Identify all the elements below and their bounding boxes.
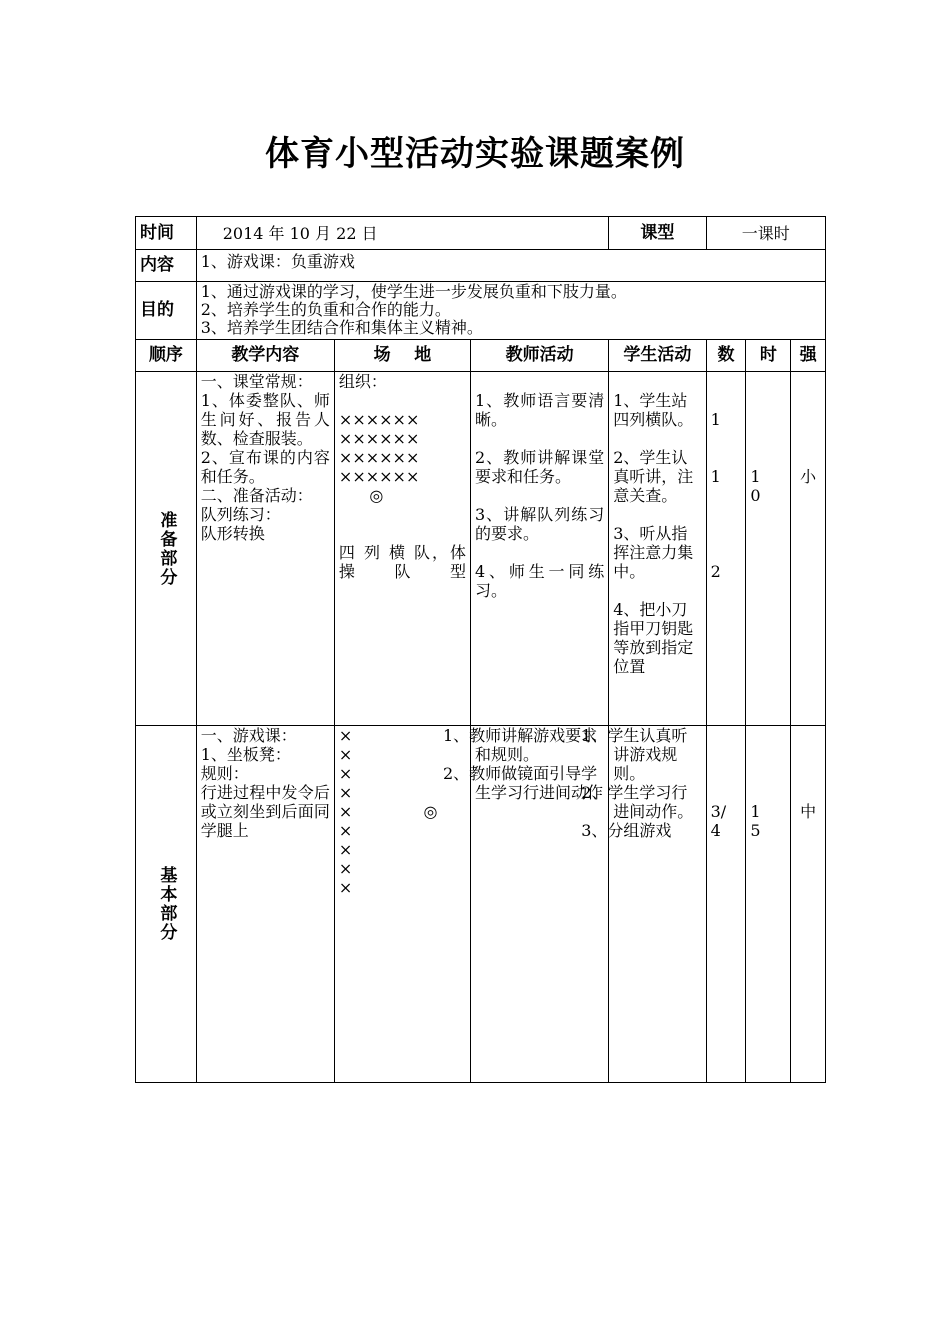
section-label-basic [136,726,197,1083]
row-goal [136,282,826,340]
prep-time: 1 0 [746,372,791,726]
prep-content: 一、课堂常规： 1、体委整队、师生问好、报告人数、检查服装。 2、宣布课的内容和任务。 二、准备活动： 队列练习： 队形转换 [196,372,334,726]
prep-intensity: 小 [791,372,826,726]
col-header-student: 学生活动 [609,340,706,372]
basic-student-item: 2、学生学习行进间动作。 [581,783,694,821]
basic-teacher-item: 1、教师讲解游戏要求和规则。 [443,726,598,764]
prep-label-text: 准备部分 [156,510,177,587]
row-time [136,217,826,250]
type-label: 课型 [609,217,706,250]
time-label: 时间 [136,217,197,250]
prep-field-org: 组织： [338,372,387,391]
prep-field-formation: ×××××× ×××××× ×××××× ×××××× ◎ [338,410,420,505]
basic-student [581,726,706,1083]
basic-intensity: 中 [791,726,826,1083]
basic-teacher-item: 2、教师做镜面引导学生学习行进间动作 [443,764,604,802]
basic-student-item: 3、分组游戏 [581,821,672,840]
goal-item: 2、培养学生的负重和合作的能力。 [200,300,451,319]
basic-teacher [443,726,609,1083]
basic-time: 1 5 [746,726,791,1083]
basic-count: 3/ 4 [706,726,746,1083]
row-basic [136,726,826,1083]
prep-teacher: 1、教师语言要清晰。 2、教师讲解课堂要求和任务。 3、讲解队列练习的要求。 4、师生一同练习。 [471,372,609,726]
col-header-content: 教学内容 [196,340,334,372]
type-value: 一课时 [706,217,825,250]
time-value: 2014 年 10 月 22 日 [196,217,609,250]
col-header-intensity: 强 [791,340,826,372]
prep-count: 1 1 2 [706,372,746,726]
goal-list [196,282,825,340]
goal-item: 1、通过游戏课的学习，使学生进一步发展负重和下肢力量。 [200,282,627,301]
col-header-order: 顺序 [136,340,197,372]
content-value: 1、游戏课：负重游戏 [196,250,825,282]
basic-content: 一、游戏课： 1、坐板凳： 规则： 行进过程中发令后或立刻坐到后面同学腿上 [196,726,334,1083]
basic-field-formation: × × × × × ◎ × × × × [334,726,470,1083]
col-header-count: 数 [706,340,746,372]
goal-item: 3、培养学生团结合作和集体主义精神。 [200,318,483,337]
section-label-prep [136,372,197,726]
content-label: 内容 [136,250,197,282]
prep-field-note: 四 列 横 队，体操队型 [338,543,466,581]
row-content [136,250,826,282]
prep-student: 1、学生站四列横队。 2、学生认真听讲，注意关查。 3、听从指挥注意力集中。 4、把小刀指甲刀钥匙等放到指定位置 [609,372,706,726]
col-header-teacher: 教师活动 [471,340,609,372]
page-title: 体育小型活动实验课题案例 [265,134,685,174]
row-prep [136,372,826,726]
row-column-headers [136,340,826,372]
basic-label-text: 基本部分 [156,866,177,942]
col-header-time: 时 [746,340,791,372]
basic-student-item: 1、学生认真听讲游戏规则。 [581,726,688,783]
goal-label: 目的 [136,282,197,340]
col-header-field: 场 地 [334,340,470,372]
prep-field [334,372,470,726]
lesson-plan-table [135,216,826,1083]
